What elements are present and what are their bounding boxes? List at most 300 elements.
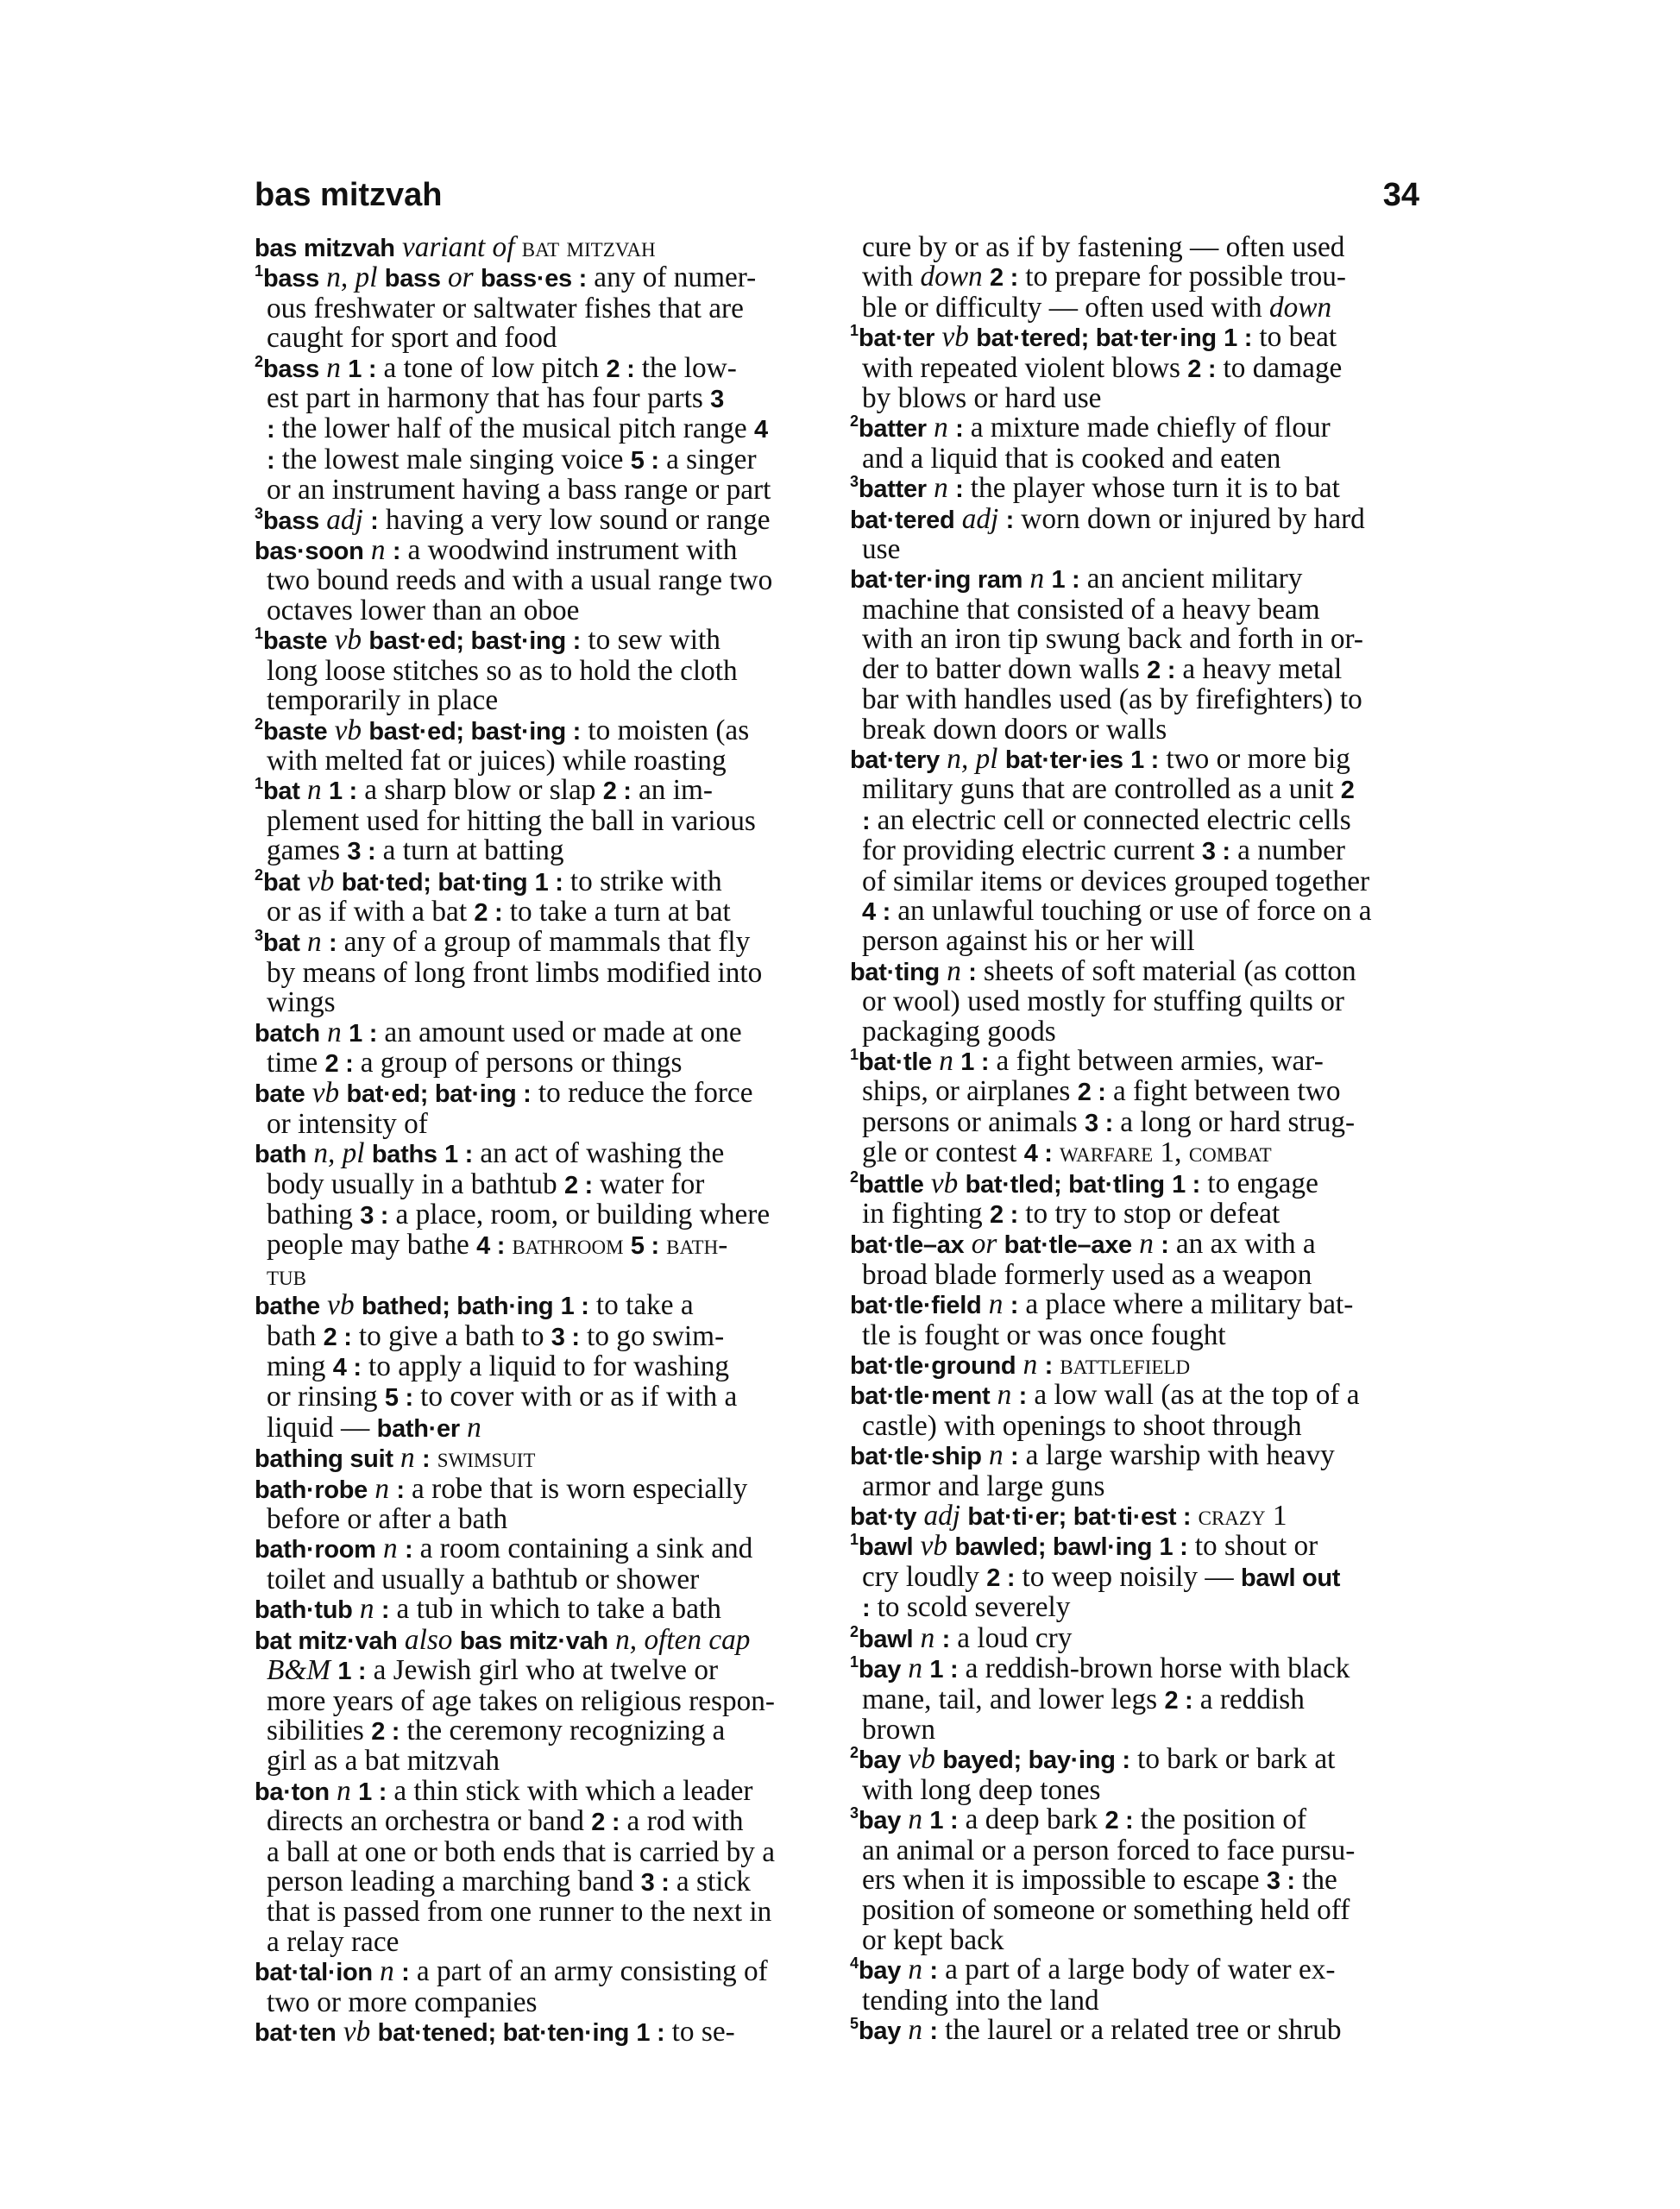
headword: bath·robe (255, 1476, 368, 1504)
sense-number: : (955, 475, 964, 504)
dictionary-entry (255, 1291, 824, 1444)
definition-text (353, 1593, 360, 1625)
definition-text (1037, 1349, 1044, 1381)
definition-text (395, 231, 402, 263)
entry-line (850, 1044, 1419, 1077)
definition-text (322, 774, 329, 806)
sense-number: 1 : (1130, 746, 1160, 774)
definition-text: to se- (664, 2015, 735, 2048)
sense-number: 2 : (474, 898, 503, 927)
definition-text: to beat (1252, 321, 1337, 354)
headword: bat (263, 868, 300, 897)
dictionary-entry (255, 503, 824, 536)
dictionary-entry (255, 1139, 824, 1291)
entry-line (850, 954, 1419, 987)
definition-text: to take a (588, 1289, 694, 1322)
definition-text: in fighting (862, 1198, 990, 1230)
homograph-number: 3 (850, 473, 859, 491)
sense-number: 3 : (640, 1868, 670, 1897)
sense-number: 1 : (1172, 1170, 1201, 1199)
definition-text (337, 2016, 343, 2048)
definition-text (441, 261, 448, 293)
headword: bat·tled; bat·tling (965, 1170, 1165, 1199)
definition-text: a loud cry (949, 1621, 1073, 1654)
entry-line (255, 1623, 824, 1656)
italic-label: n (326, 351, 341, 384)
definition-text: girl as a bat mitzvah (267, 1745, 500, 1778)
entry-line (255, 897, 824, 928)
definition-text: any of numer- (586, 261, 757, 294)
definition-text: people may bathe (267, 1229, 477, 1262)
italic-label: vb (327, 1289, 355, 1322)
sense-number: : (422, 1445, 431, 1474)
definition-text (342, 1016, 349, 1048)
entry-line (255, 1382, 824, 1413)
italic-label: n, often cap (615, 1623, 751, 1656)
definition-text (659, 1229, 666, 1261)
headword: bat·ed; bat·ing : (346, 1080, 532, 1109)
sense-number: : (1044, 1352, 1053, 1381)
definition-text: der to batter down walls (862, 652, 1148, 685)
entry-line (850, 1532, 1419, 1562)
headword: bat·tered; bat·ter·ing (976, 324, 1217, 353)
entry-line (850, 1138, 1419, 1168)
definition-text: bar with handles used (as by firefighters) to (862, 683, 1362, 716)
definition-text: gle or contest (862, 1136, 1024, 1169)
definition-text (320, 1289, 327, 1321)
definition-text: to bark or bark at (1129, 1743, 1336, 1776)
definition-text: and a liquid that is cooked and eaten (862, 442, 1281, 475)
headword: bas mitz·vah (459, 1627, 608, 1655)
headword: bay (859, 1656, 902, 1684)
sense-number: 1 : (1224, 324, 1253, 353)
definition-text (982, 1439, 989, 1471)
entry-line (850, 233, 1419, 262)
entry-line (255, 2017, 824, 2048)
entry-line (850, 1621, 1419, 1654)
sense-number: : (955, 415, 964, 444)
headword: bat·ter·ies (1004, 746, 1123, 774)
sense-number: 1 : (960, 1048, 990, 1076)
definition-text: to damage (1216, 351, 1343, 384)
definition-text: a tone of low pitch (376, 351, 607, 384)
definition-text: a reddish-brown horse with black (958, 1652, 1350, 1685)
italic-label: n (934, 472, 948, 505)
sense-number: 1 : (444, 1141, 473, 1169)
definition-text (998, 503, 1005, 535)
definition-text (319, 504, 326, 536)
entry-line (255, 1472, 824, 1505)
headword: bat·ted; bat·ting (341, 868, 528, 897)
definition-text: liquid — (267, 1411, 377, 1444)
headword: bat·ting (850, 958, 940, 986)
headword: bawled; bawl·ing (954, 1533, 1153, 1562)
entry-line (255, 233, 824, 263)
definition-text: position of someone or something held off (862, 1894, 1350, 1927)
entry-line (255, 536, 824, 566)
definition-text: to try to stop or defeat (1017, 1198, 1280, 1230)
sense-number: 1 : (929, 1807, 959, 1835)
definition-text: the (1294, 1863, 1337, 1896)
entry-line (255, 804, 824, 837)
definition-text: more years of age takes on religious respon- (267, 1684, 775, 1717)
dictionary-entry (850, 323, 1419, 413)
entry-line (850, 1955, 1419, 1986)
dictionary-entry (255, 867, 824, 928)
entry-line (850, 1805, 1419, 1835)
headword: bas mitzvah (255, 235, 395, 262)
definition-text: or rinsing (267, 1381, 385, 1413)
definition-text: tending into the land (862, 1984, 1099, 2017)
definition-text: a thin stick with which a leader (387, 1774, 753, 1807)
italic-label: n (380, 1955, 394, 1988)
entry-line (850, 1381, 1419, 1411)
definition-text (927, 472, 934, 504)
dictionary-entry (255, 263, 824, 353)
definition-text: to apply a liquid to for washing (361, 1350, 730, 1383)
italic-label: vb (908, 1743, 935, 1776)
definition-text: broad blade formerly used as a weapon (862, 1258, 1312, 1291)
definition-text: or kept back (862, 1923, 1004, 1956)
definition-text (363, 504, 370, 536)
definition-text: person against his or her will (862, 925, 1195, 958)
italic-label: n (467, 1411, 481, 1444)
italic-label: n (908, 1803, 923, 1836)
entry-line (850, 444, 1419, 474)
definition-text (330, 1775, 337, 1807)
entry-line (255, 1534, 824, 1564)
headword: bass (263, 507, 319, 535)
entry-line (850, 1169, 1419, 1199)
definition-text (940, 955, 947, 987)
sense-number: 1 : (337, 1658, 367, 1686)
italic-label: n (997, 1379, 1012, 1412)
headword: bat·tle–ax (850, 1231, 965, 1260)
definition-text: mane, tail, and lower legs (862, 1683, 1165, 1715)
definition-text: est part in harmony that has four parts (267, 382, 711, 415)
sense-number: 3 : (347, 838, 376, 866)
entry-line (850, 1745, 1419, 1775)
headword: bat·ten (255, 2018, 337, 2047)
definition-text (1154, 1228, 1161, 1260)
italic-label: down (1268, 291, 1332, 324)
dictionary-entry (850, 1955, 1419, 2016)
definition-text (376, 1532, 383, 1564)
definition-text: packaging goods (862, 1015, 1056, 1048)
sense-number: 4 : (862, 897, 890, 926)
sense-number: : (1010, 1443, 1019, 1471)
homograph-number: 1 (255, 775, 264, 793)
dictionary-entry (255, 1018, 824, 1079)
definition-text: with (862, 261, 921, 293)
entry-line (850, 867, 1419, 897)
sense-number: : (267, 416, 275, 444)
definition-text: military guns that are controlled as a unit (862, 773, 1341, 806)
italic-label: n (337, 1774, 351, 1807)
italic-label: variant of (402, 231, 522, 263)
sense-number: 4 : (476, 1232, 506, 1261)
sense-number: : (392, 538, 401, 566)
entry-line (850, 836, 1419, 866)
definition-text: to take a turn at bat (502, 895, 731, 928)
definition-text (1004, 1439, 1010, 1471)
headword: bat·tle·field (850, 1292, 982, 1320)
definition-text (300, 926, 307, 958)
entry-line (850, 1501, 1419, 1532)
italic-label: n (306, 926, 322, 959)
sense-number: 2 : (986, 1564, 1016, 1592)
entry-line (850, 625, 1419, 654)
definition-text (1152, 1530, 1159, 1562)
definition-text: to shout or (1187, 1530, 1318, 1563)
headword: bawl (859, 1533, 914, 1562)
definition-text: a rod with (620, 1805, 744, 1838)
definition-text: a large warship with heavy (1018, 1439, 1335, 1472)
sense-number: : (401, 1959, 410, 1987)
entry-line (255, 294, 824, 324)
dictionary-entry (850, 1745, 1419, 1805)
definition-text: the position of (1133, 1803, 1307, 1836)
definition-text (932, 1045, 939, 1077)
definition-text (998, 743, 1005, 775)
sense-number: : (941, 1625, 950, 1653)
definition-text: body usually in a bathtub (267, 1167, 564, 1200)
sense-number: 3 : (1085, 1109, 1113, 1137)
sense-number: 3 (710, 386, 724, 414)
dictionary-entry (255, 776, 824, 866)
entry-line (255, 1835, 824, 1868)
entry-line (255, 776, 824, 806)
definition-text: temporarily in place (267, 684, 499, 717)
definition-text: an act of washing the (473, 1137, 725, 1170)
cross-reference: battlefield (1060, 1349, 1191, 1381)
definition-text: a room containing a sink and (412, 1532, 753, 1565)
italic-label: n (374, 1472, 389, 1505)
definition-text: a reddish (1192, 1683, 1305, 1715)
headword: bat·ter (859, 324, 935, 353)
italic-label: n (908, 1954, 923, 1986)
definition-text: the player whose turn it is to bat (963, 472, 1340, 505)
sense-number: : (1018, 1382, 1028, 1411)
definition-text: person leading a marching band (267, 1865, 641, 1897)
headword: bat (263, 777, 300, 806)
headword: bass (384, 265, 441, 293)
entry-line (850, 1863, 1419, 1896)
definition-text (320, 1016, 327, 1048)
right-column (850, 233, 1419, 2046)
dictionary-entry (850, 1381, 1419, 1441)
italic-label: vb (311, 1077, 340, 1110)
definition-text: water for (592, 1167, 705, 1200)
definition-text (958, 1167, 965, 1199)
entry-line (255, 928, 824, 958)
cross-reference: bat mitzvah (521, 231, 656, 263)
definition-text: two or more companies (267, 1986, 538, 2018)
italic-label: n, pl (326, 261, 385, 294)
definition-text: the low- (634, 351, 737, 384)
entry-line (850, 1230, 1419, 1260)
entry-line (850, 1077, 1419, 1107)
entry-line (850, 1472, 1419, 1501)
definition-text (1191, 1500, 1198, 1532)
sense-number: 1 : (929, 1656, 959, 1684)
homograph-number: 2 (255, 352, 264, 370)
definition-text (1123, 743, 1130, 775)
entry-line (850, 1923, 1419, 1956)
definition-text: bathing (267, 1199, 361, 1230)
entry-line (850, 323, 1419, 353)
dictionary-entry (850, 233, 1419, 323)
italic-label: or (448, 261, 481, 294)
sense-number: 3 : (360, 1202, 389, 1230)
guide-word: bas mitzvah (255, 177, 443, 213)
headword: batter (859, 415, 927, 444)
definition-text: long loose stitches so as to hold the cloth (267, 654, 738, 687)
homograph-number: 1 (255, 262, 264, 280)
sense-number: 2 : (1164, 1686, 1193, 1715)
entry-line (850, 1409, 1419, 1442)
italic-label: vb (343, 2015, 371, 2048)
headword: baste (263, 627, 328, 656)
definition-text: a woodwind instrument with (400, 534, 738, 567)
entry-line (255, 384, 824, 414)
entry-line (255, 1018, 824, 1048)
homograph-number: 1 (850, 322, 859, 340)
entry-line (255, 1259, 824, 1292)
headword: bat·tle·ship (850, 1443, 982, 1471)
definition-text (1003, 1288, 1010, 1320)
headword: bat·tened; bat·ten·ing (377, 2018, 630, 2047)
italic-label: n (920, 1621, 935, 1654)
headword: bass (263, 265, 319, 293)
headword: bas·soon (255, 538, 364, 566)
definition-text (430, 1442, 437, 1474)
dictionary-entry (850, 742, 1419, 958)
definition-text: an im- (631, 774, 713, 807)
definition-text: two or more big (1159, 742, 1350, 775)
definition-text: an amount used or made at one (377, 1016, 742, 1048)
definition-text (948, 472, 955, 504)
definition-text: time (267, 1046, 325, 1079)
sense-number: 2 : (1104, 1807, 1134, 1835)
definition-text: persons or animals (862, 1105, 1085, 1138)
sense-number: : (370, 507, 379, 535)
definition-text: caught for sport and food (267, 322, 557, 355)
sense-number: : (1005, 506, 1014, 534)
definition-text (393, 1442, 400, 1474)
dictionary-entry (850, 1501, 1419, 1532)
italic-label: also (404, 1623, 453, 1656)
cross-reference: tub (267, 1259, 306, 1292)
homograph-number: 2 (850, 412, 859, 431)
definition-text: a mixture made chiefly of flour (963, 412, 1331, 444)
sense-number: 1 : (560, 1293, 589, 1321)
sense-number: 2 : (563, 1171, 593, 1199)
definition-text: an ancient military (1079, 563, 1303, 595)
dictionary-entry (255, 928, 824, 1017)
headword: bass·es : (480, 265, 587, 293)
cross-reference: combat (1188, 1136, 1272, 1169)
sense-number: 1 : (328, 777, 357, 806)
headword: battle (859, 1170, 924, 1199)
definition-text: ming (267, 1350, 333, 1383)
definition-text (913, 1622, 920, 1654)
definition-text (437, 1137, 444, 1169)
headword: bat·tle–axe (1004, 1231, 1132, 1260)
definition-text (355, 1289, 362, 1321)
definition-text (460, 1412, 467, 1444)
definition-text: any of a group of mammals that fly (337, 926, 751, 959)
entry-line (255, 1988, 824, 2017)
entry-line (850, 715, 1419, 745)
dictionary-entry (255, 536, 824, 626)
dictionary-entry (850, 564, 1419, 744)
entry-line (850, 1986, 1419, 2016)
italic-label: vb (334, 714, 362, 746)
entry-line (850, 564, 1419, 595)
entry-line (850, 474, 1419, 504)
definition-text (948, 412, 955, 444)
definition-text (305, 1077, 311, 1109)
italic-label: n (359, 1593, 374, 1626)
definition-text: an electric cell or connected electric cells (870, 803, 1351, 836)
entry-line (850, 1318, 1419, 1351)
headword: bat·tery (850, 746, 940, 774)
entry-line (255, 1925, 824, 1958)
italic-label: n (989, 1439, 1004, 1472)
definition-text: the ceremony recognizing a (400, 1714, 726, 1746)
headword: bawl (859, 1625, 914, 1653)
entry-line (850, 293, 1419, 323)
definition-text (954, 503, 961, 535)
definition-text (334, 865, 341, 897)
headword: bay (859, 2017, 902, 2045)
entry-line (255, 1048, 824, 1079)
entry-line (850, 652, 1419, 685)
definition-text (398, 1624, 405, 1656)
entry-line (850, 1017, 1419, 1047)
dictionary-entry (255, 716, 824, 777)
entry-line (255, 1319, 824, 1352)
definition-text: before or after a bath (267, 1503, 508, 1536)
headword: bath·er (376, 1414, 460, 1443)
entry-line (255, 475, 824, 505)
headword: bay (859, 1957, 902, 1986)
definition-text (385, 534, 392, 566)
definition-text: a relay race (267, 1925, 400, 1958)
definition-text (553, 1289, 560, 1321)
homograph-number: 2 (850, 1744, 859, 1762)
dictionary-entry (255, 2017, 824, 2048)
definition-text: octaves lower than an oboe (267, 594, 580, 626)
sense-number: : (862, 807, 871, 835)
entry-line (850, 1715, 1419, 1745)
definition-text: the laurel or a related tree or shrub (937, 2013, 1342, 2046)
definition-text: brown (862, 1713, 936, 1746)
entry-line (255, 1352, 824, 1382)
italic-label: n, pl (947, 742, 998, 775)
definition-text (341, 352, 348, 384)
definition-text (365, 1137, 372, 1169)
definition-text: a part of a large body of water ex- (937, 1954, 1336, 1986)
headword: bat·tle·ment (850, 1382, 991, 1411)
definition-text: a stick (669, 1865, 751, 1897)
definition-text (1217, 321, 1224, 353)
italic-label: n (1029, 563, 1045, 595)
entry-line (255, 503, 824, 536)
entry-line (255, 626, 824, 656)
sense-number: 2 : (606, 355, 635, 383)
